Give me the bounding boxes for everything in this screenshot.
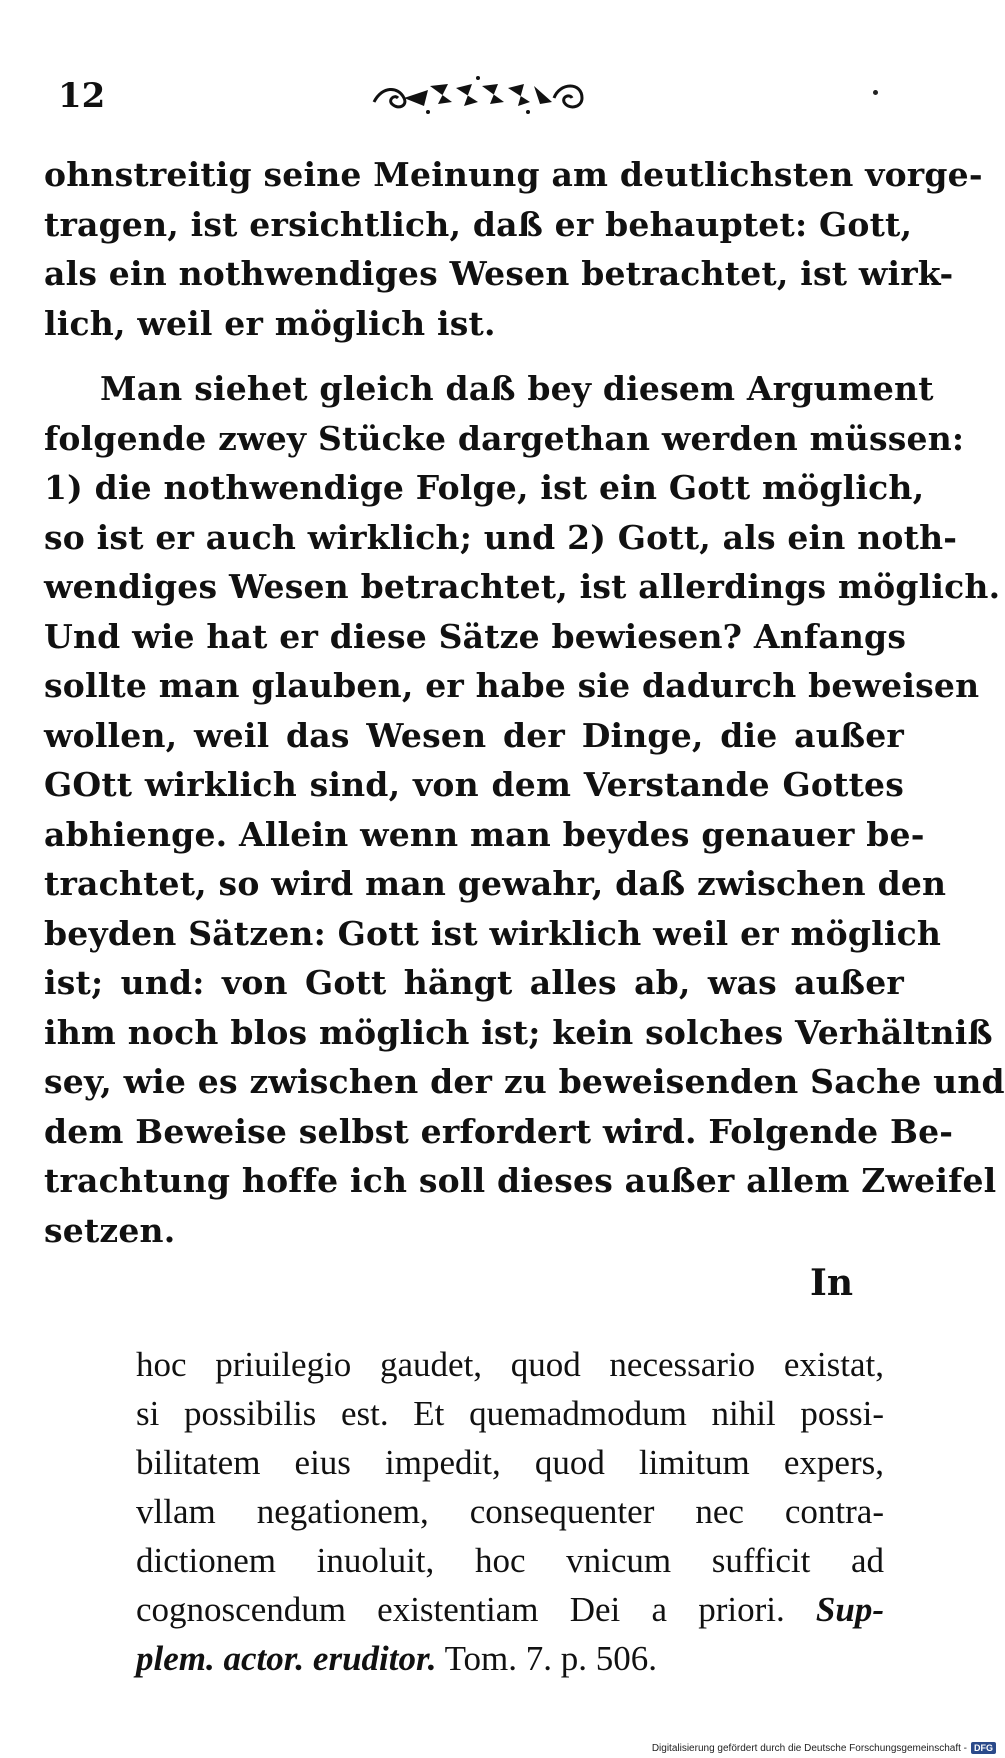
- ornament-icon: [368, 72, 588, 118]
- text-line: ihm noch blos möglich ist; kein solches Verhältniß: [44, 1012, 993, 1052]
- text-line: wendiges Wesen betrachtet, ist allerdings möglich.: [44, 567, 1001, 606]
- dot-mark: [873, 90, 878, 95]
- text-line: beyden Sätzen: Gott ist wirklich weil er möglich: [44, 913, 942, 953]
- text-line: ohnstreitig seine Meinung am deutlichsten vorge-: [44, 155, 983, 194]
- footnote: [136, 1340, 884, 1683]
- page-header: [58, 72, 878, 122]
- text-line: wollen, weil das Wesen der Dinge, die außer: [44, 715, 904, 755]
- main-text: [44, 150, 1005, 1255]
- text-line: tragen, ist ersichtlich, daß er behauptet: Gott,: [44, 204, 913, 244]
- text-line: folgende zwey Stücke dargethan werden müssen:: [44, 418, 965, 458]
- page-number: 12: [58, 76, 106, 116]
- footnote-line-with-citation: [136, 1585, 884, 1634]
- text-line: sollte man glauben, er habe sie dadurch beweisen: [44, 666, 980, 705]
- text-line: 1) die nothwendige Folge, ist ein Gott möglich,: [44, 468, 925, 507]
- text-line: trachtung hoffe ich soll dieses außer allem Zweifel: [44, 1161, 997, 1200]
- text-line: lich, weil er möglich ist.: [44, 303, 496, 343]
- citation-volume: Tom. 7. p. 506.: [444, 1639, 657, 1678]
- text-line: Man siehet gleich daß bey diesem Argument: [100, 369, 934, 408]
- text-line: ist; und: von Gott hängt alles ab, was außer: [44, 963, 904, 1002]
- footnote-citation-line: [136, 1634, 884, 1683]
- footnote-line: si possibilis est. Et quemadmodum nihil possi-: [136, 1394, 884, 1433]
- text-line: Und wie hat er diese Sätze bewiesen? Anfangs: [44, 616, 907, 656]
- dfg-logo: DFG: [971, 1742, 996, 1754]
- footnote-text: cognoscendum existentiam Dei a priori.: [136, 1590, 785, 1629]
- footnote-line: hoc priuilegio gaudet, quod necessario existat,: [136, 1345, 884, 1384]
- text-line: trachtet, so wird man gewahr, daß zwischen den: [44, 864, 947, 903]
- paragraph-gap: [44, 348, 904, 364]
- text-line: GOtt wirklich sind, von dem Verstande Gottes: [44, 765, 904, 804]
- digitization-text: Digitalisierung gefördert durch die Deutsche Forschungsgemeinschaft -: [651, 1742, 967, 1754]
- text-line: so ist er auch wirklich; und 2) Gott, als ein noth-: [44, 517, 958, 557]
- catchword: In: [810, 1262, 854, 1304]
- digitization-credit: [652, 1742, 996, 1754]
- text-line: abhienge. Allein wenn man beydes genauer be-: [44, 814, 925, 854]
- text-line: als ein nothwendiges Wesen betrachtet, ist wirk-: [44, 254, 954, 293]
- citation-source: plem. actor. eruditor.: [136, 1639, 437, 1678]
- text-line: sey, wie es zwischen der zu beweisenden Sache und: [44, 1062, 1005, 1101]
- citation-source: Sup-: [815, 1590, 885, 1629]
- text-line: dem Beweise selbst erfordert wird. Folgende Be-: [44, 1111, 954, 1151]
- footnote-line: vllam negationem, consequenter nec contra-: [136, 1492, 884, 1531]
- text-line: setzen.: [44, 1210, 176, 1250]
- footnote-line: bilitatem eius impedit, quod limitum expers,: [136, 1443, 884, 1482]
- footnote-line: dictionem inuoluit, hoc vnicum sufficit ad: [136, 1541, 884, 1580]
